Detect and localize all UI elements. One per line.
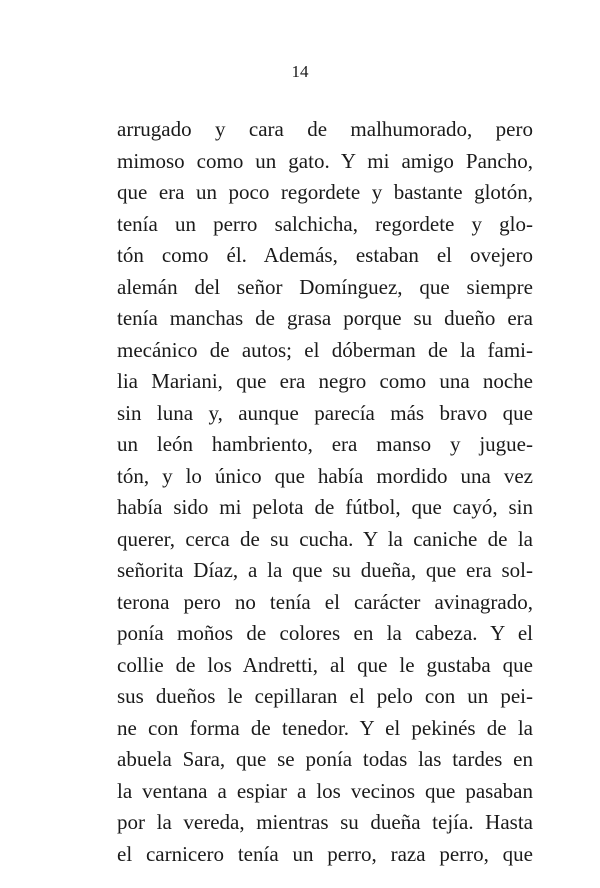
text-line: sus dueños le cepillaran el pelo con un pei-: [117, 684, 533, 708]
text-line: había sido mi pelota de fútbol, que cayó, sin: [117, 495, 533, 519]
text-line: abuela Sara, que se ponía todas las tardes en: [117, 747, 533, 771]
text-line: por la vereda, mientras su dueña tejía. Hasta: [117, 810, 533, 834]
text-line: alemán del señor Domínguez, que siempre: [117, 274, 533, 299]
text-line: ne con forma de tenedor. Y el pekinés de la: [117, 715, 533, 740]
text-line: el carnicero tenía un perro, raza perro, que: [117, 841, 533, 866]
text-line: collie de los Andretti, al que le gustaba que: [117, 652, 533, 677]
text-line: tón, y lo único que había mordido una vez: [117, 463, 533, 488]
text-line: querer, cerca de su cucha. Y la caniche de la: [117, 526, 533, 551]
text-line: ponía moños de colores en la cabeza. Y el: [117, 621, 533, 645]
text-line: tenía un perro salchicha, regordete y glo-: [117, 211, 533, 236]
text-line: que era un poco regordete y bastante glotón,: [117, 180, 533, 204]
text-line: mecánico de autos; el dóberman de la fami-: [117, 337, 533, 362]
text-line: mimoso como un gato. Y mi amigo Pancho,: [117, 148, 533, 173]
text-line: un león hambriento, era manso y jugue-: [117, 432, 533, 456]
text-line: tenía manchas de grasa porque su dueño era: [117, 306, 533, 330]
text-line: señorita Díaz, a la que su dueña, que era sol-: [117, 558, 533, 582]
text-line: arrugado y cara de malhumorado, pero: [117, 117, 533, 141]
text-line: tón como él. Además, estaban el ovejero: [117, 243, 533, 267]
text-line: terona pero no tenía el carácter avinagrado,: [117, 589, 533, 614]
text-line: la ventana a espiar a los vecinos que pasaban: [117, 778, 533, 803]
body-text: [117, 114, 533, 870]
text-line: lia Mariani, que era negro como una noche: [117, 369, 533, 393]
text-line: sin luna y, aunque parecía más bravo que: [117, 400, 533, 425]
page-number: 14: [291, 62, 309, 81]
